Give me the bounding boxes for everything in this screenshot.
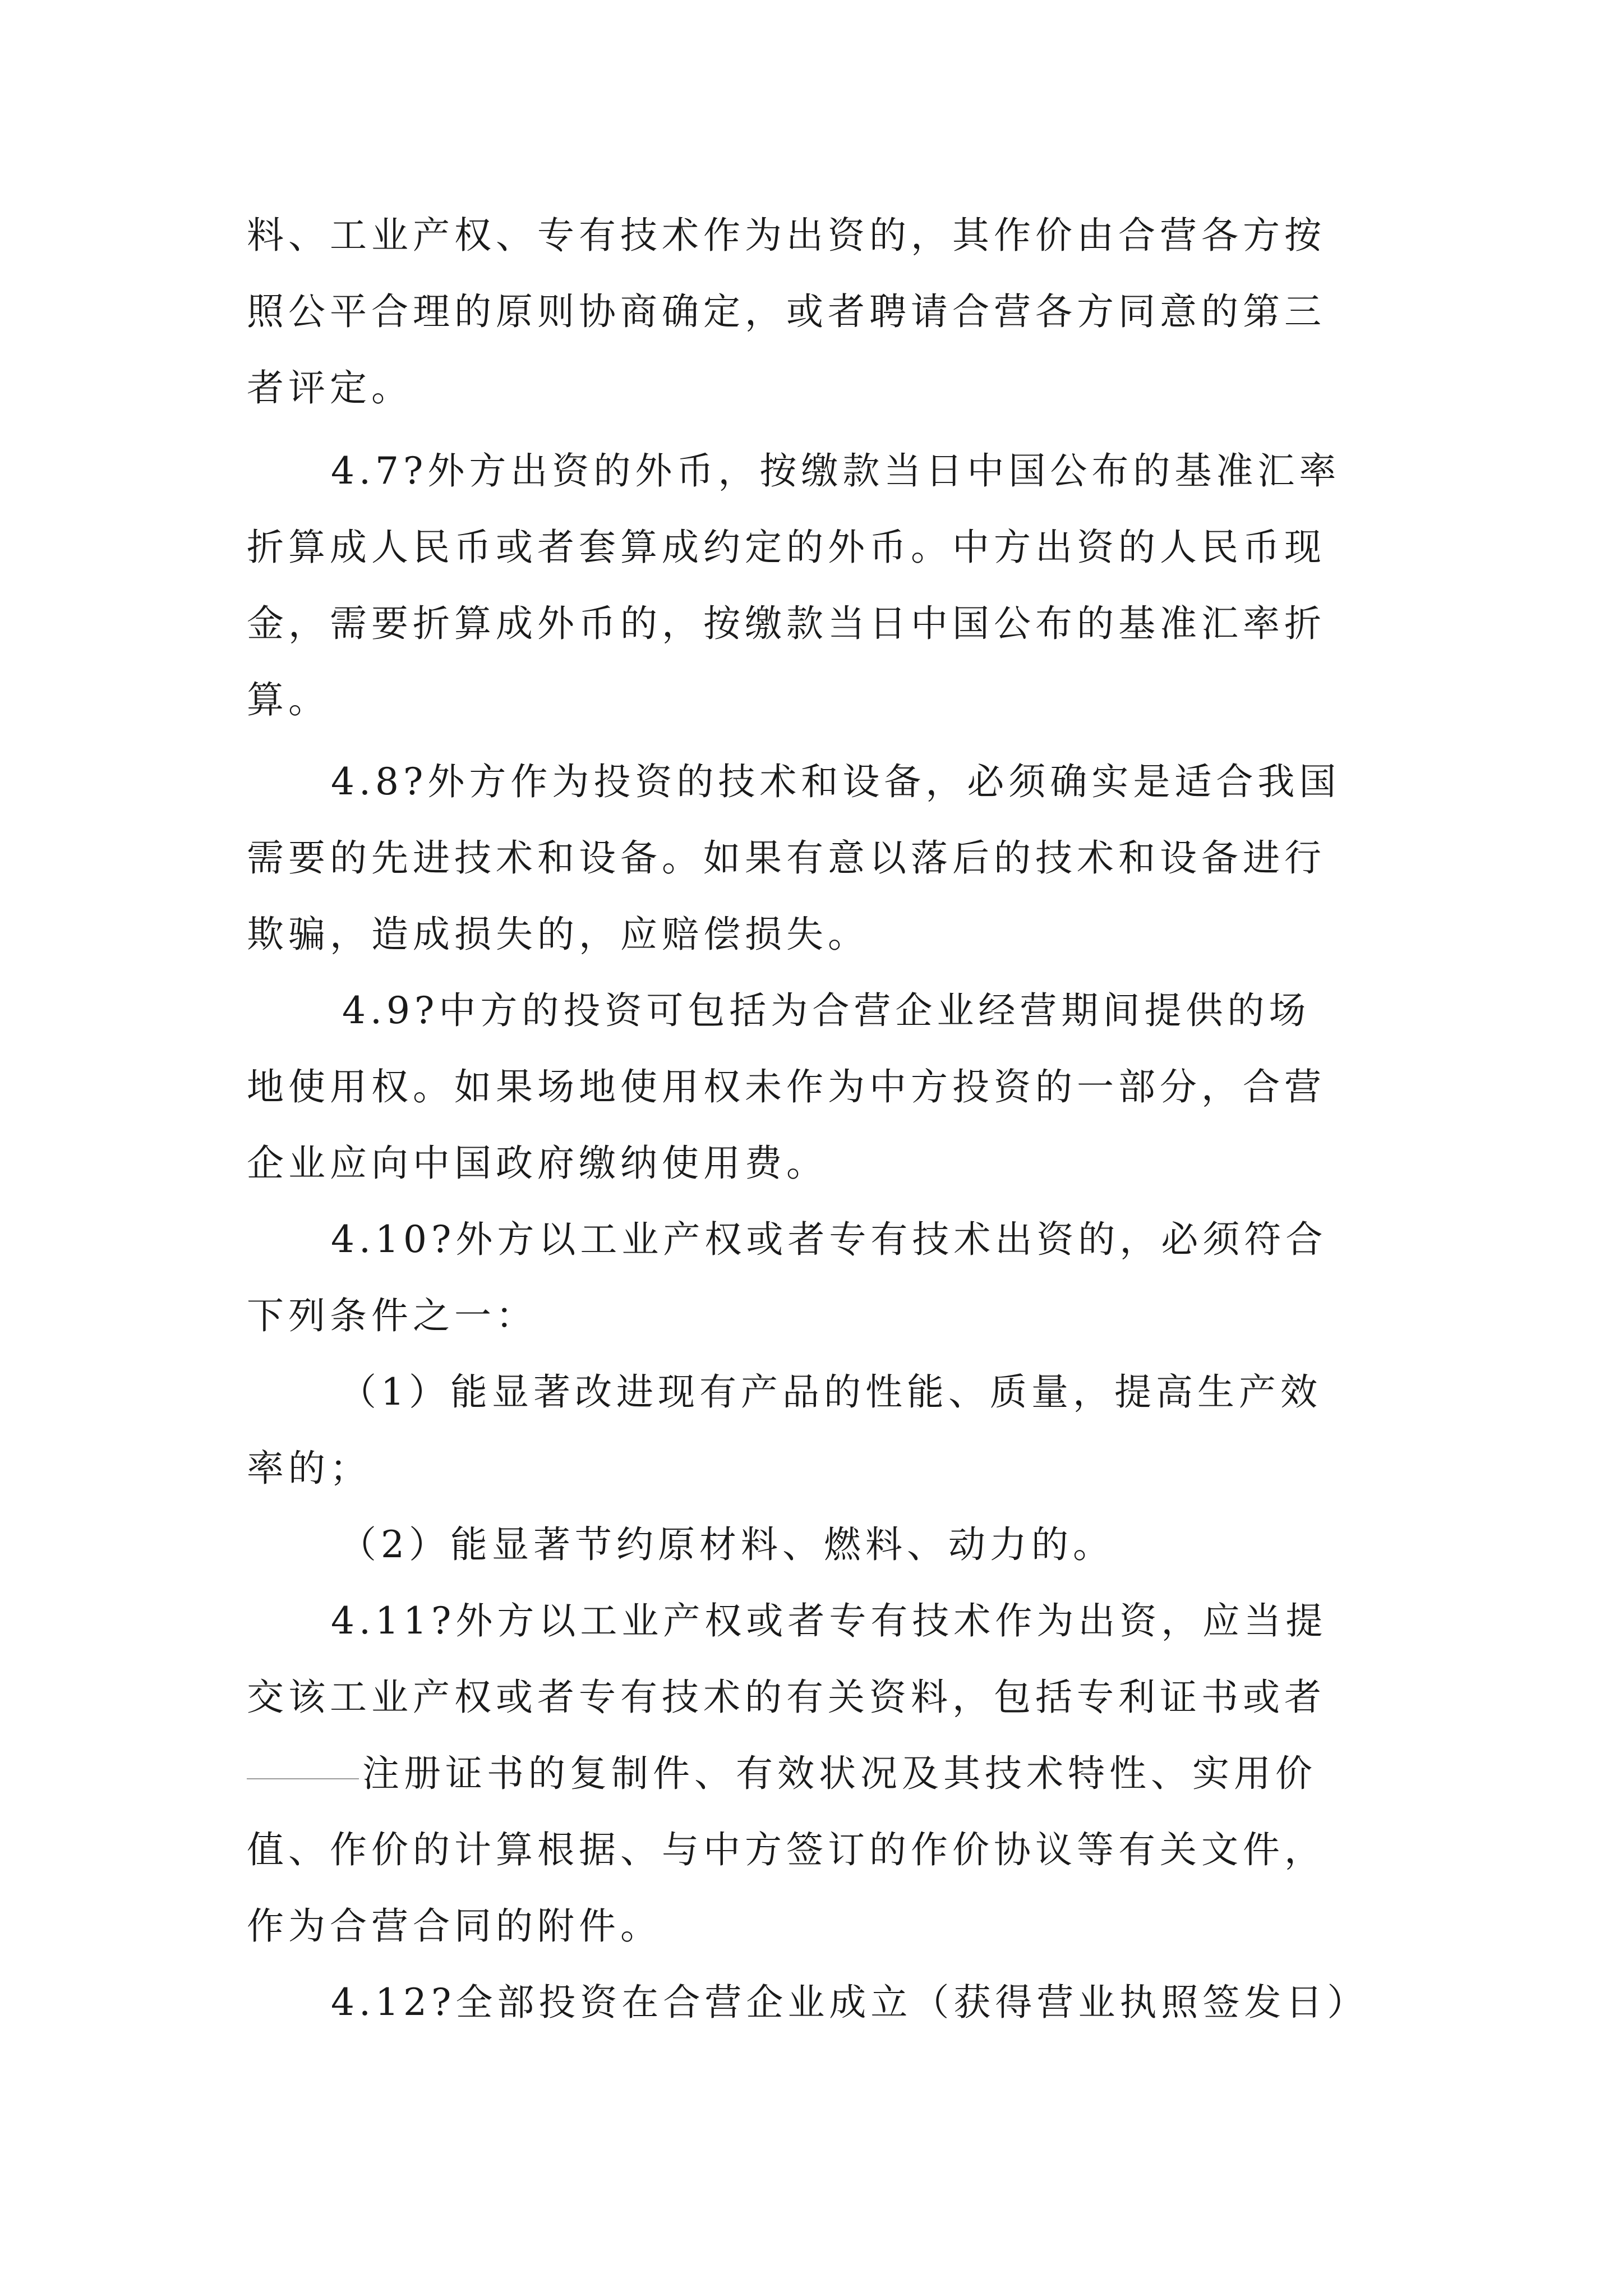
text-line: 地使用权。如果场地使用权未作为中方投资的一部分，合营 <box>247 1065 1326 1108</box>
text-line: 者评定。 <box>247 366 413 409</box>
paragraph-start-4-11: 4.11?外方以工业产权或者专有技术作为出资，应当提 <box>331 1599 1327 1642</box>
text-line: 欺骗，造成损失的，应赔偿损失。 <box>247 913 869 956</box>
text-line: 交该工业产权或者专有技术的有关资料，包括专利证书或者 <box>247 1676 1326 1719</box>
paragraph-start-4-10: 4.10?外方以工业产权或者专有技术出资的，必须符合 <box>331 1218 1327 1261</box>
text-line: 率的； <box>247 1447 371 1490</box>
text-line: 需要的先进技术和设备。如果有意以落后的技术和设备进行 <box>247 836 1326 880</box>
text-line: 料、工业产权、专有技术作为出资的，其作价由合营各方按 <box>247 214 1326 257</box>
text-line: 照公平合理的原则协商确定，或者聘请合营各方同意的第三 <box>247 290 1326 333</box>
text-line: 折算成人民币或者套算成约定的外币。中方出资的人民币现 <box>247 526 1326 569</box>
list-item-2: （2）能显著节约原材料、燃料、动力的。 <box>339 1523 1114 1566</box>
text-line-remainder: 注册证书的复制件、有效状况及其技术特性、实用价 <box>362 1752 1317 1795</box>
paragraph-start-4-8: 4.8?外方作为投资的技术和设备，必须确实是适合我国 <box>331 760 1341 803</box>
list-item-1: （1）能显著改进现有产品的性能、质量，提高生产效 <box>339 1370 1322 1414</box>
text-line: 下列条件之一： <box>247 1294 537 1337</box>
text-line-with-blank <box>247 1740 1317 1807</box>
fill-in-blank <box>247 1776 359 1779</box>
paragraph-start-4-12: 4.12?全部投资在合营企业成立（获得营业执照签发日） <box>331 1981 1369 2024</box>
text-line: 企业应向中国政府缴纳使用费。 <box>247 1142 828 1185</box>
text-line: 金，需要折算成外币的，按缴款当日中国公布的基准汇率折 <box>247 602 1326 645</box>
paragraph-start-4-7: 4.7?外方出资的外币，按缴款当日中国公布的基准汇率 <box>331 449 1341 493</box>
paragraph-start-4-9: 4.9?中方的投资可包括为合营企业经营期间提供的场 <box>342 989 1311 1032</box>
text-line: 值、作价的计算根据、与中方签订的作价协议等有关文件， <box>247 1828 1326 1871</box>
text-line: 算。 <box>247 678 330 721</box>
text-line: 作为合营合同的附件。 <box>247 1904 662 1948</box>
